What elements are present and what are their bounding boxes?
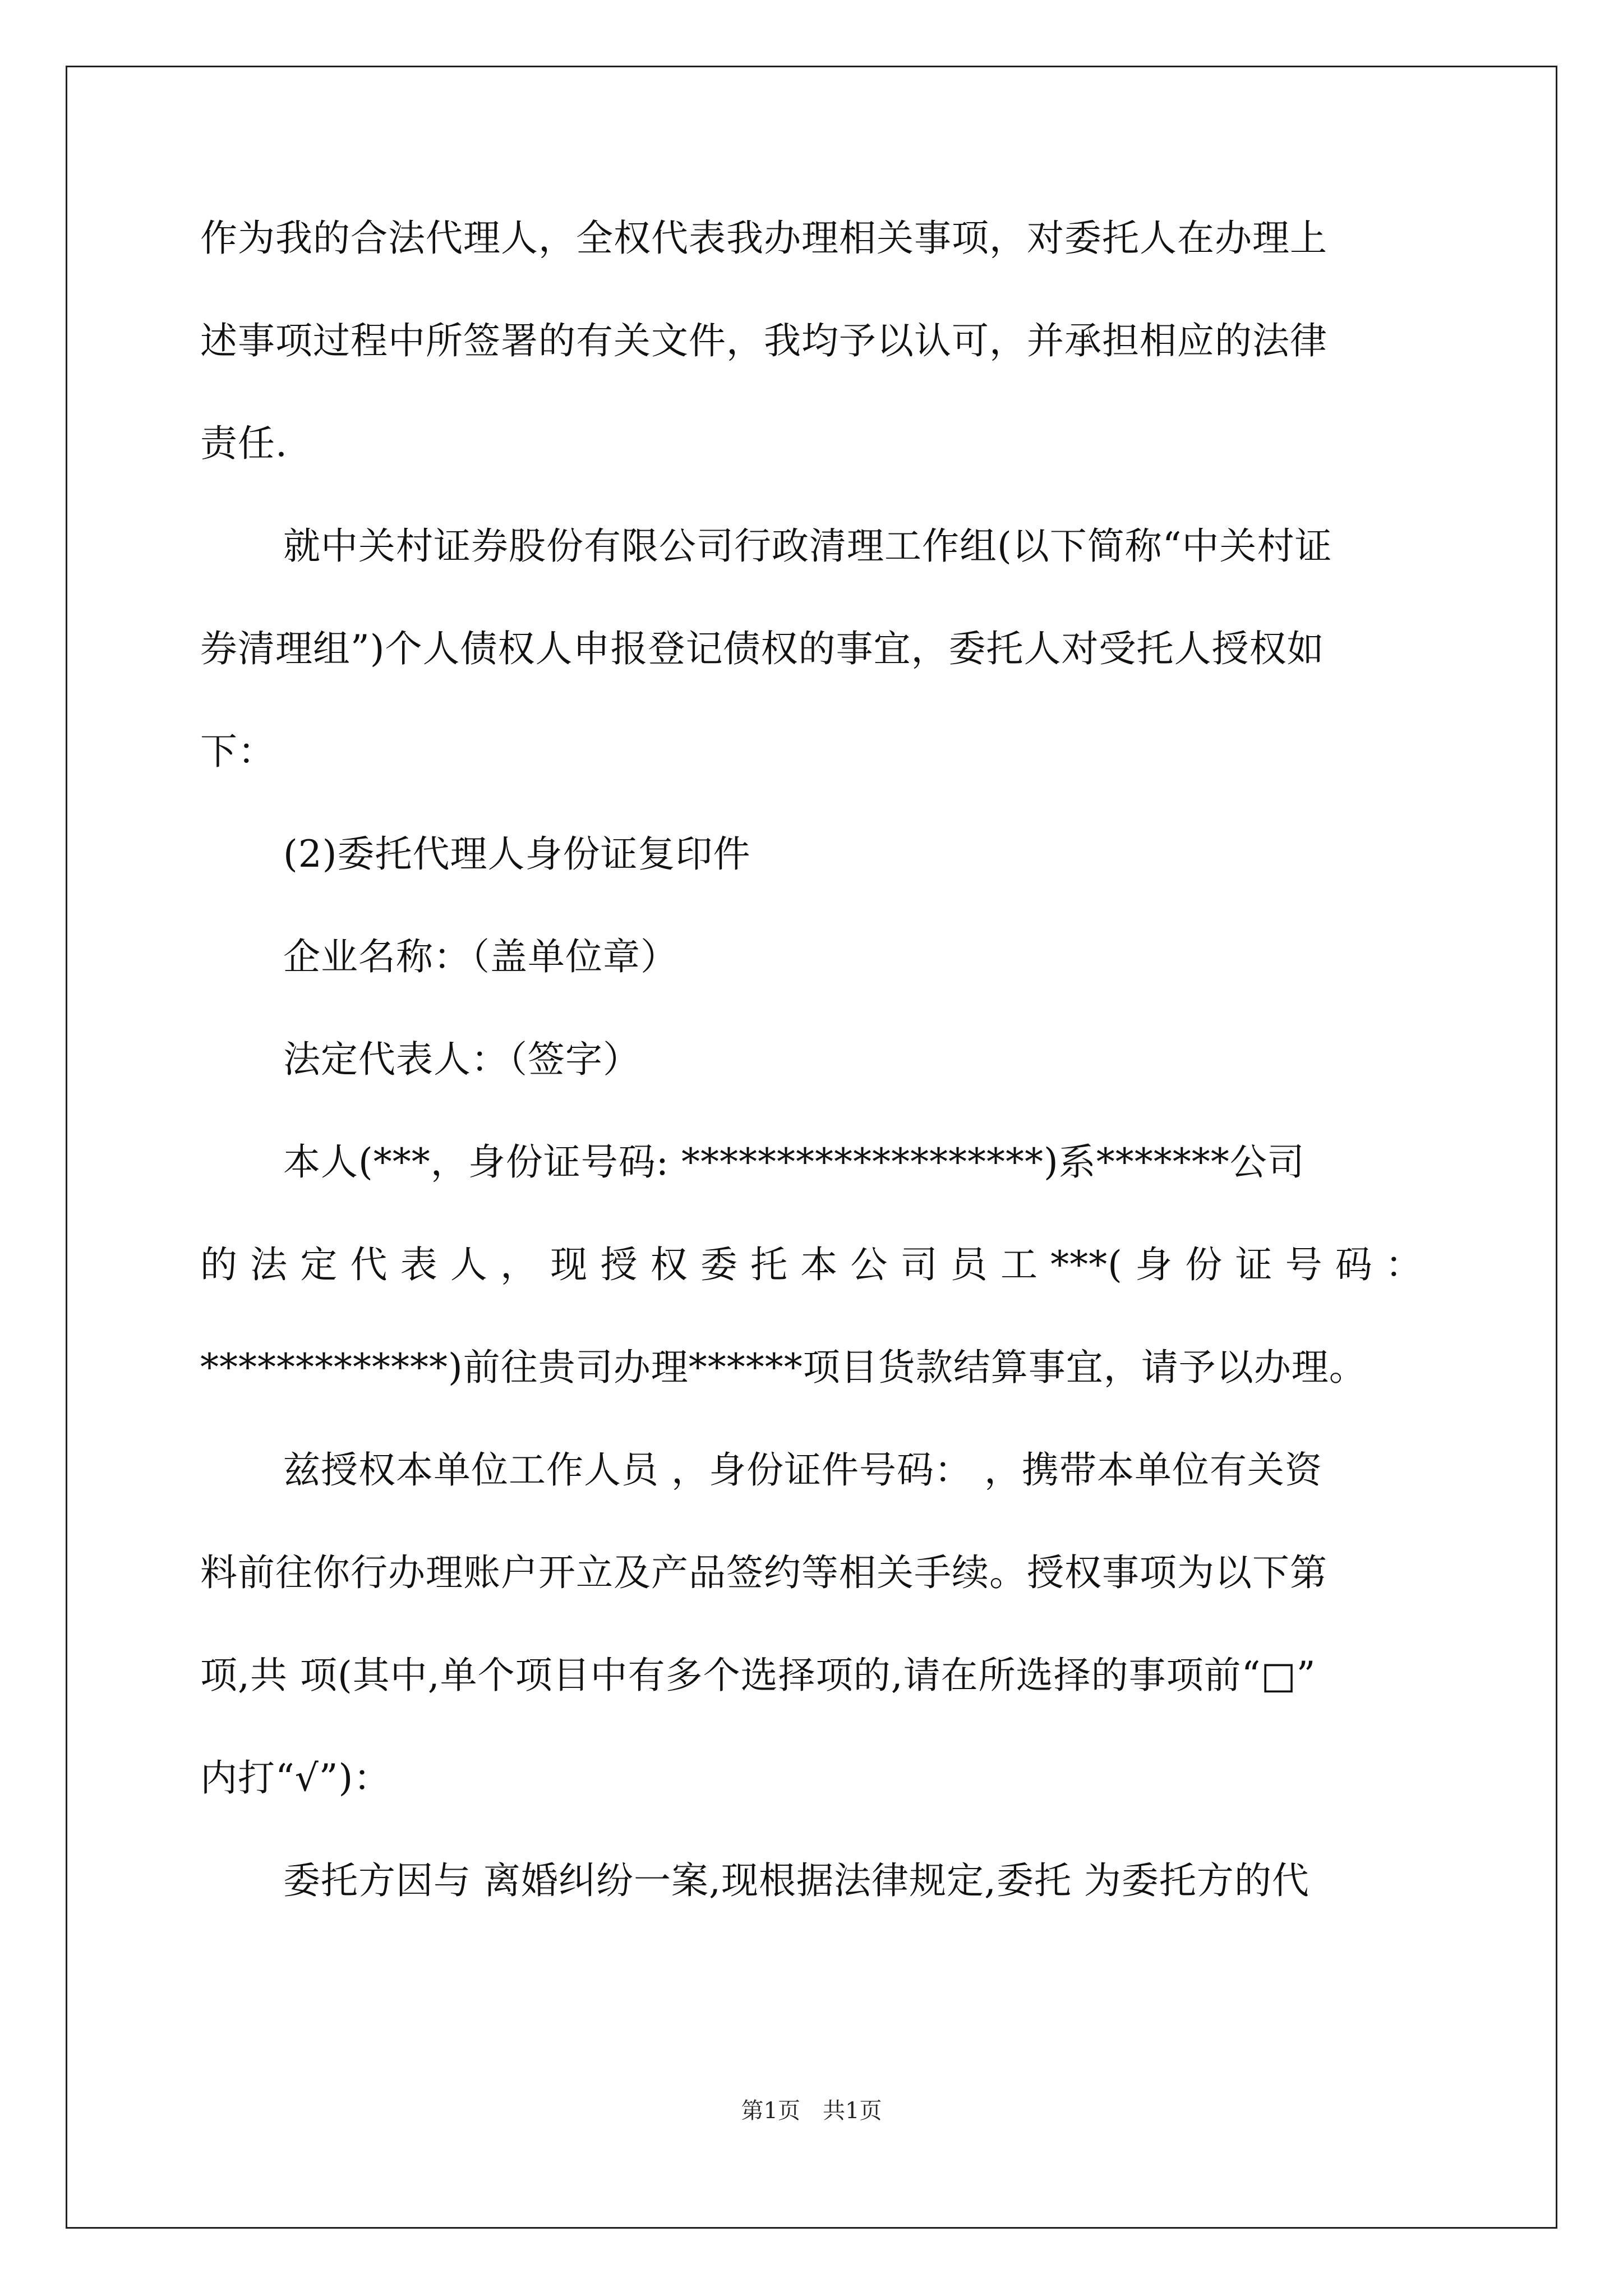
text-line: 作为我的合法代理人，全权代表我办理相关事项，对委托人在办理上 [200, 217, 1327, 260]
text-line: 券清理组”)个人债权人申报登记债权的事宜，委托人对受托人授权如 [200, 627, 1325, 670]
text-line: 的法定代表人，现授权委托本公司员工***(身份证号码： [200, 1243, 1423, 1286]
text-line: 料前往你行办理账户开立及产品签约等相关手续。授权事项为以下第 [200, 1551, 1327, 1594]
text-line: 责任. [200, 422, 288, 465]
page-number: 第1页 共1页 [741, 2098, 882, 2124]
text-line: 法定代表人：（签字） [283, 1038, 640, 1081]
text-line: 就中关村证券股份有限公司行政清理工作组(以下简称“中关村证 [283, 524, 1332, 568]
text-line: 内打“√”)： [200, 1756, 391, 1800]
text-line: 委托方因与 离婚纠纷一案,现根据法律规定,委托 为委托方的代 [283, 1859, 1310, 1902]
text-line: 下： [200, 730, 275, 773]
text-line: 兹授权本单位工作人员 ，身份证件号码： ，携带本单位有关资 [283, 1448, 1322, 1492]
text-line: *************)前往贵司办理******项目货款结算事宜，请予以办理。 [200, 1346, 1367, 1389]
text-line: 述事项过程中所签署的有关文件，我均予以认可，并承担相应的法律 [200, 319, 1327, 362]
text-line: 企业名称：（盖单位章） [283, 935, 678, 978]
text-line: (2)委托代理人身份证复印件 [283, 832, 751, 876]
text-line: 本人(***，身份证号码: *******************)系*******公司 [283, 1140, 1305, 1184]
text-line: 项,共 项(其中,单个项目中有多个选择项的,请在所选择的事项前“□” [200, 1654, 1316, 1697]
